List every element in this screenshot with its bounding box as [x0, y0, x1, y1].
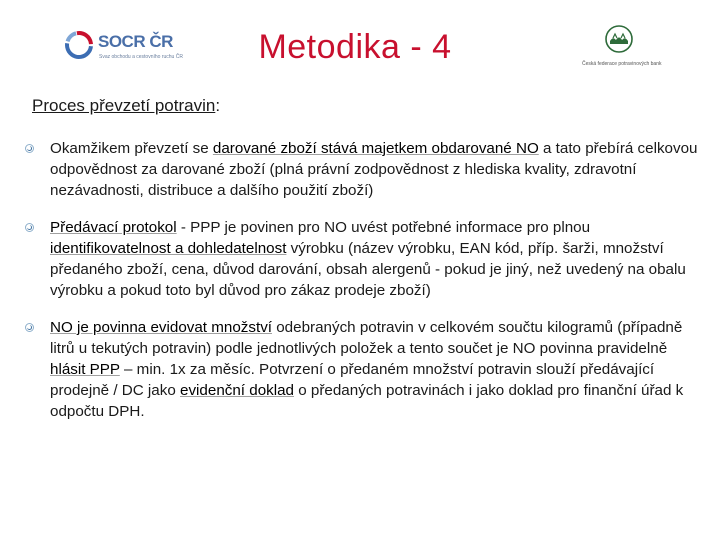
body-text: Okamžikem převzetí se [50, 140, 213, 157]
body-text: výrobku (název výrobku, EAN kód, příp. šarži, množství předaného zboží, cena, důvod darování, obsah alergenů - pokud je jiný, než uvedený na obalu výrobku a pokud toto byl důvod pro zákaz prodeje zboží) [50, 240, 686, 299]
section-heading-text: Proces převzetí potravin [32, 96, 216, 115]
socr-logo-icon [64, 30, 94, 60]
bullet-item [22, 217, 702, 301]
bullet-marker-icon [25, 323, 34, 332]
body-text: odebraných potravin v celkovém součtu kilogramů (případně litrů u tekutých potravin) podle jednotlivých položek a tento součet je NO povinna pravidelně [50, 319, 683, 357]
socr-logo [64, 26, 183, 66]
emphasized-text: hlásit PPP [50, 361, 120, 378]
food-bank-emblem-icon [604, 24, 634, 54]
emphasized-text: Předávací protokol [50, 219, 177, 236]
socr-logo-tagline: Svaz obchodu a cestovního ruchu ČR [99, 54, 183, 60]
food-bank-logo-caption: Česká federace potravinových bank [582, 61, 662, 67]
emphasized-text: identifikovatelnost a dohledatelnost [50, 240, 287, 257]
emphasized-text: darované zboží stává majetkem obdarované NO [212, 140, 539, 157]
emphasized-text: NO je povinna evidovat množství [50, 319, 273, 336]
section-heading [32, 96, 220, 116]
emphasized-text: evidenční doklad [180, 382, 295, 399]
body-text: - PPP je povinen pro NO uvést potřebné informace pro plnou [176, 219, 591, 236]
socr-logo-name: SOCR ČR [98, 32, 173, 51]
body-text: o předaných potravinách i jako doklad pro finanční úřad k odpočtu DPH. [50, 382, 684, 420]
bullet-item [22, 317, 702, 422]
bullet-item [22, 138, 702, 201]
food-bank-logo [582, 24, 678, 76]
bullet-marker-icon [25, 144, 34, 153]
page-title: Metodika - 4 [258, 28, 452, 66]
body-text: a tato přebírá celkovou odpovědnost za darované zboží (plná právní zodpovědnost z hlediska kvality, zdravotní nezávadnosti, distribuce a dalšího použití zboží) [50, 140, 698, 199]
bullet-marker-icon [25, 223, 34, 232]
section-heading-colon: : [215, 96, 221, 115]
body-text: – min. 1x za měsíc. Potvrzení o předaném množství potravin slouží předávající prodejně / DC jako [50, 361, 655, 399]
bullet-list [22, 138, 702, 438]
